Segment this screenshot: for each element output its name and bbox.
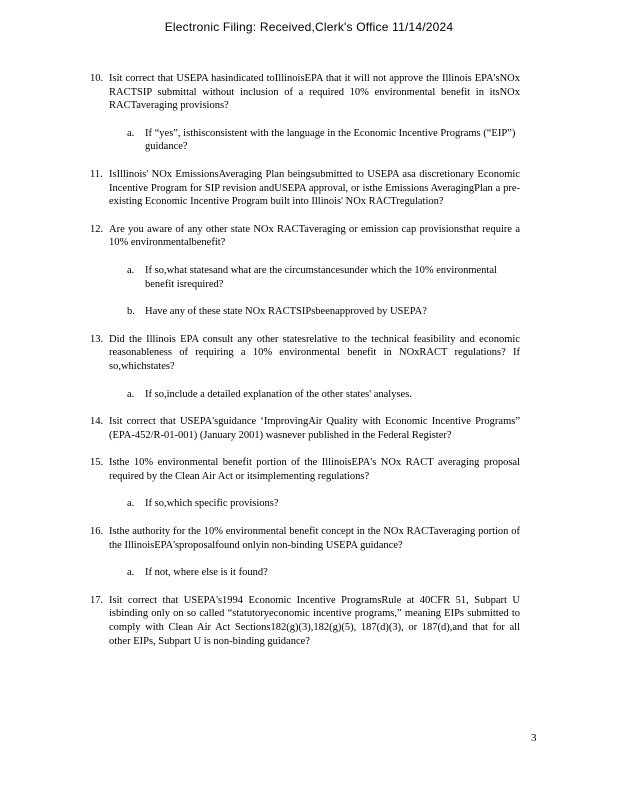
item-number: a. xyxy=(127,567,135,579)
item-number: 10. xyxy=(90,73,104,84)
item-text: IsIllinois' NOx EmissionsAveraging Plan beingsubmitted to USEPA asa discretionary Economic Incentive Program for SIP revision andUSEPA approval, or isthe Emissions AveragingPlan a pre-existing Economic Incentive Program built into Illinois' NOx RACTregulation? xyxy=(109,168,520,208)
question-10 xyxy=(90,72,520,113)
question-15a xyxy=(90,497,520,511)
filing-header: Electronic Filing: Received,Clerk's Office 11/14/2024 xyxy=(164,20,454,34)
item-number: a. xyxy=(127,498,135,510)
item-text: If not, where else is it found? xyxy=(145,567,268,579)
question-15 xyxy=(90,456,520,483)
question-11 xyxy=(90,168,520,209)
item-number: b. xyxy=(127,306,135,318)
question-10a xyxy=(90,127,520,154)
item-text: If so,which specific provisions? xyxy=(145,498,279,510)
item-number: 13. xyxy=(90,333,104,345)
item-text: Isthe authority for the 10% environmental benefit concept in the NOx RACTaveraging portion of the IllinoisEPA'sproposalfound onlyin non-binding USEPA guidance? xyxy=(109,526,520,551)
item-number: 17. xyxy=(90,594,104,606)
page-number: 3 xyxy=(531,732,537,744)
question-16 xyxy=(90,525,520,552)
item-text: Isit correct that USEPA's1994 Economic Incentive ProgramsRule at 40CFR 51, Subpart U isbinding only on so called “statutoryeconomic incentive programs,” meaning EIPs submitted to comply with Clean Air Act Sections182(g)(3),182(g)(5), 187(d)(3), or 187(d),and that for all other EIPs, Subpart U is non-binding guidance? xyxy=(109,594,520,647)
item-text: Have any of these state NOx RACTSIPsbeenapproved by USEPA? xyxy=(145,306,427,318)
item-number: 12. xyxy=(90,223,104,235)
item-text: If so,what statesand what are the circumstancesunder which the 10% environmental benefit isrequired? xyxy=(145,264,497,290)
item-text: Isthe 10% environmental benefit portion of the IllinoisEPA's NOx RACT averaging proposal required by the Clean Air Act or itsimplementing regulations? xyxy=(109,457,520,482)
question-13a xyxy=(90,388,520,402)
question-16a xyxy=(90,566,520,580)
item-text: If “yes”, isthisconsistent with the language in the Economic Incentive Programs (“EIP”) guidance? xyxy=(145,127,516,153)
question-12a xyxy=(90,264,520,291)
item-number: 14. xyxy=(90,416,104,428)
item-number: a. xyxy=(127,127,135,139)
item-text: If so,include a detailed explanation of the other states' analyses. xyxy=(145,388,412,400)
question-list xyxy=(90,72,520,662)
question-12 xyxy=(90,223,520,250)
question-13 xyxy=(90,333,520,374)
question-12b xyxy=(90,305,520,319)
item-number: 15. xyxy=(90,457,104,469)
item-text: Did the Illinois EPA consult any other statesrelative to the technical feasibility and economic reasonableness of requiring a 10% environmental benefit in NOxRACT regulations? If so,whichstates? xyxy=(109,333,520,372)
question-14 xyxy=(90,415,520,442)
item-number: a. xyxy=(127,388,135,400)
item-number: 11. xyxy=(90,168,103,180)
item-text: Are you aware of any other state NOx RACTaveraging or emission cap provisionsthat require a 10% environmentalbenefit? xyxy=(109,223,520,249)
question-17 xyxy=(90,594,520,648)
item-number: 16. xyxy=(90,526,104,538)
item-text: Isit correct that USEPA hasindicated toIllinoisEPA that it will not approve the Illinois EPA'sNOx RACTSIP submittal without inclusion of a required 10% environmental benefit in itsNOx RACTaveraging provisions? xyxy=(109,73,520,112)
item-number: a. xyxy=(127,264,135,276)
item-text: Isit correct that USEPA'sguidance ‘ImprovingAir Quality with Economic Incentive Programs” (EPA-452/R-01-001) (January 2001) wasnever published in the Federal Register? xyxy=(109,416,520,441)
